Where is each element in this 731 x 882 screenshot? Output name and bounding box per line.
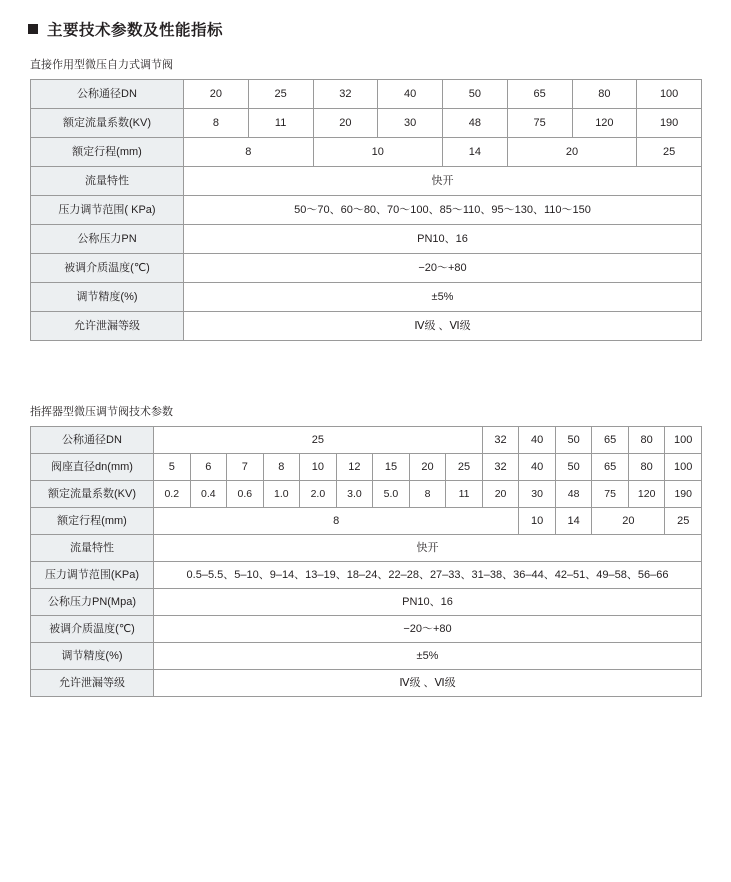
document-page (0, 18, 731, 882)
cell-dn-2: 25 (248, 80, 313, 109)
table-row (31, 481, 702, 508)
row-label-flow-char2: 流量特性 (31, 535, 154, 562)
cell-pn: PN10、16 (184, 225, 702, 254)
table-row (31, 454, 702, 481)
table-row (31, 312, 702, 341)
cell-kv2-14: 120 (628, 481, 665, 508)
table-row (31, 508, 702, 535)
cell-kv2-15: 190 (665, 481, 702, 508)
table-row (31, 535, 702, 562)
cell-seat-1: 5 (154, 454, 191, 481)
cell-stroke-5: 25 (637, 138, 702, 167)
cell-kv2-12: 48 (555, 481, 592, 508)
row-label-kv: 额定流量系数(KV) (31, 109, 184, 138)
cell-seat-10: 32 (482, 454, 519, 481)
cell-dn2-6: 80 (628, 427, 665, 454)
cell-flow-char: 快开 (184, 167, 702, 196)
cell-dn2-3: 40 (519, 427, 556, 454)
cell-kv2-5: 2.0 (300, 481, 337, 508)
cell-flow-char2: 快开 (154, 535, 702, 562)
cell-seat-13: 65 (592, 454, 629, 481)
cell-dn-7: 80 (572, 80, 637, 109)
spec-table-1 (30, 79, 702, 341)
cell-seat-3: 7 (227, 454, 264, 481)
cell-seat-4: 8 (263, 454, 300, 481)
cell-dn-6: 65 (507, 80, 572, 109)
cell-seat-11: 40 (519, 454, 556, 481)
cell-accuracy2: ±5% (154, 643, 702, 670)
row-label-dn2: 公称通径DN (31, 427, 154, 454)
table-row (31, 589, 702, 616)
cell-kv-5: 48 (443, 109, 508, 138)
table-row (31, 670, 702, 697)
cell-stroke-4: 20 (507, 138, 637, 167)
table-row (31, 643, 702, 670)
cell-kv2-7: 5.0 (373, 481, 410, 508)
cell-kv2-1: 0.2 (154, 481, 191, 508)
row-label-accuracy: 调节精度(%) (31, 283, 184, 312)
table-row (31, 254, 702, 283)
cell-seat-8: 20 (409, 454, 446, 481)
cell-seat-15: 100 (665, 454, 702, 481)
spec-table-2 (30, 426, 702, 697)
cell-kv2-3: 0.6 (227, 481, 264, 508)
row-label-kv2: 额定流量系数(KV) (31, 481, 154, 508)
cell-seat-9: 25 (446, 454, 483, 481)
table-row (31, 562, 702, 589)
cell-dn-5: 50 (443, 80, 508, 109)
cell-stroke-2: 10 (313, 138, 443, 167)
cell-seat-6: 12 (336, 454, 373, 481)
cell-stroke2-3: 14 (555, 508, 592, 535)
section-2-caption: 指挥器型微压调节阀技术参数 (30, 406, 173, 418)
cell-stroke-3: 14 (443, 138, 508, 167)
cell-kv-2: 11 (248, 109, 313, 138)
cell-press-range: 50～70、60～80、70～100、85～110、95～130、110～150 (184, 196, 702, 225)
cell-kv-4: 30 (378, 109, 443, 138)
cell-kv2-4: 1.0 (263, 481, 300, 508)
row-label-pn: 公称压力PN (31, 225, 184, 254)
table-row (31, 196, 702, 225)
page-title-text: 主要技术参数及性能指标 (47, 22, 224, 39)
cell-seat-2: 6 (190, 454, 227, 481)
cell-stroke2-2: 10 (519, 508, 556, 535)
row-label-dn: 公称通径DN (31, 80, 184, 109)
cell-kv-6: 75 (507, 109, 572, 138)
cell-dn2-4: 50 (555, 427, 592, 454)
row-label-medium-temp: 被调介质温度(℃) (31, 254, 184, 283)
row-label-flow-char: 流量特性 (31, 167, 184, 196)
cell-kv2-2: 0.4 (190, 481, 227, 508)
cell-dn2-7: 100 (665, 427, 702, 454)
table-row (31, 80, 702, 109)
table-row (31, 283, 702, 312)
cell-stroke2-5: 25 (665, 508, 702, 535)
cell-medium-temp2: −20～+80 (154, 616, 702, 643)
section-1-caption: 直接作用型微压自力式调节阀 (30, 59, 173, 71)
table-row (31, 616, 702, 643)
cell-dn-4: 40 (378, 80, 443, 109)
row-label-stroke2: 额定行程(mm) (31, 508, 154, 535)
row-label-leakage2: 允许泄漏等级 (31, 670, 154, 697)
cell-kv-8: 190 (637, 109, 702, 138)
section-spacer (0, 341, 731, 403)
cell-kv-3: 20 (313, 109, 378, 138)
row-label-leakage: 允许泄漏等级 (31, 312, 184, 341)
row-label-pn2: 公称压力PN(Mpa) (31, 589, 154, 616)
cell-stroke-1: 8 (184, 138, 314, 167)
cell-kv2-8: 8 (409, 481, 446, 508)
cell-dn2-5: 65 (592, 427, 629, 454)
cell-kv2-6: 3.0 (336, 481, 373, 508)
cell-seat-12: 50 (555, 454, 592, 481)
table-row (31, 138, 702, 167)
table-row (31, 225, 702, 254)
table-row (31, 109, 702, 138)
cell-stroke2-1: 8 (154, 508, 519, 535)
table-row (31, 427, 702, 454)
cell-dn-1: 20 (184, 80, 249, 109)
cell-kv2-10: 20 (482, 481, 519, 508)
cell-stroke2-4: 20 (592, 508, 665, 535)
cell-pn2: PN10、16 (154, 589, 702, 616)
cell-dn2-2: 32 (482, 427, 519, 454)
cell-dn-3: 32 (313, 80, 378, 109)
row-label-stroke: 额定行程(mm) (31, 138, 184, 167)
cell-kv2-9: 11 (446, 481, 483, 508)
cell-seat-5: 10 (300, 454, 337, 481)
cell-leakage2: Ⅳ级 、Ⅵ级 (154, 670, 702, 697)
square-bullet-icon (28, 24, 38, 34)
cell-seat-14: 80 (628, 454, 665, 481)
cell-kv2-13: 75 (592, 481, 629, 508)
row-label-accuracy2: 调节精度(%) (31, 643, 154, 670)
cell-kv2-11: 30 (519, 481, 556, 508)
row-label-press-range: 压力调节范围( KPa) (31, 196, 184, 225)
cell-press-range2: 0.5–5.5、5–10、9–14、13–19、18–24、22–28、27–33、31–38、36–44、42–51、49–58、56–66 (154, 562, 702, 589)
cell-medium-temp: −20～+80 (184, 254, 702, 283)
cell-dn-8: 100 (637, 80, 702, 109)
row-label-seat-dia: 阀座直径dn(mm) (31, 454, 154, 481)
cell-seat-7: 15 (373, 454, 410, 481)
row-label-press-range2: 压力调节范围(KPa) (31, 562, 154, 589)
page-title (28, 18, 731, 40)
cell-kv-7: 120 (572, 109, 637, 138)
cell-kv-1: 8 (184, 109, 249, 138)
table-row (31, 167, 702, 196)
cell-leakage: Ⅳ级 、Ⅵ级 (184, 312, 702, 341)
cell-accuracy: ±5% (184, 283, 702, 312)
cell-dn2-1: 25 (154, 427, 483, 454)
row-label-medium-temp2: 被调介质温度(℃) (31, 616, 154, 643)
